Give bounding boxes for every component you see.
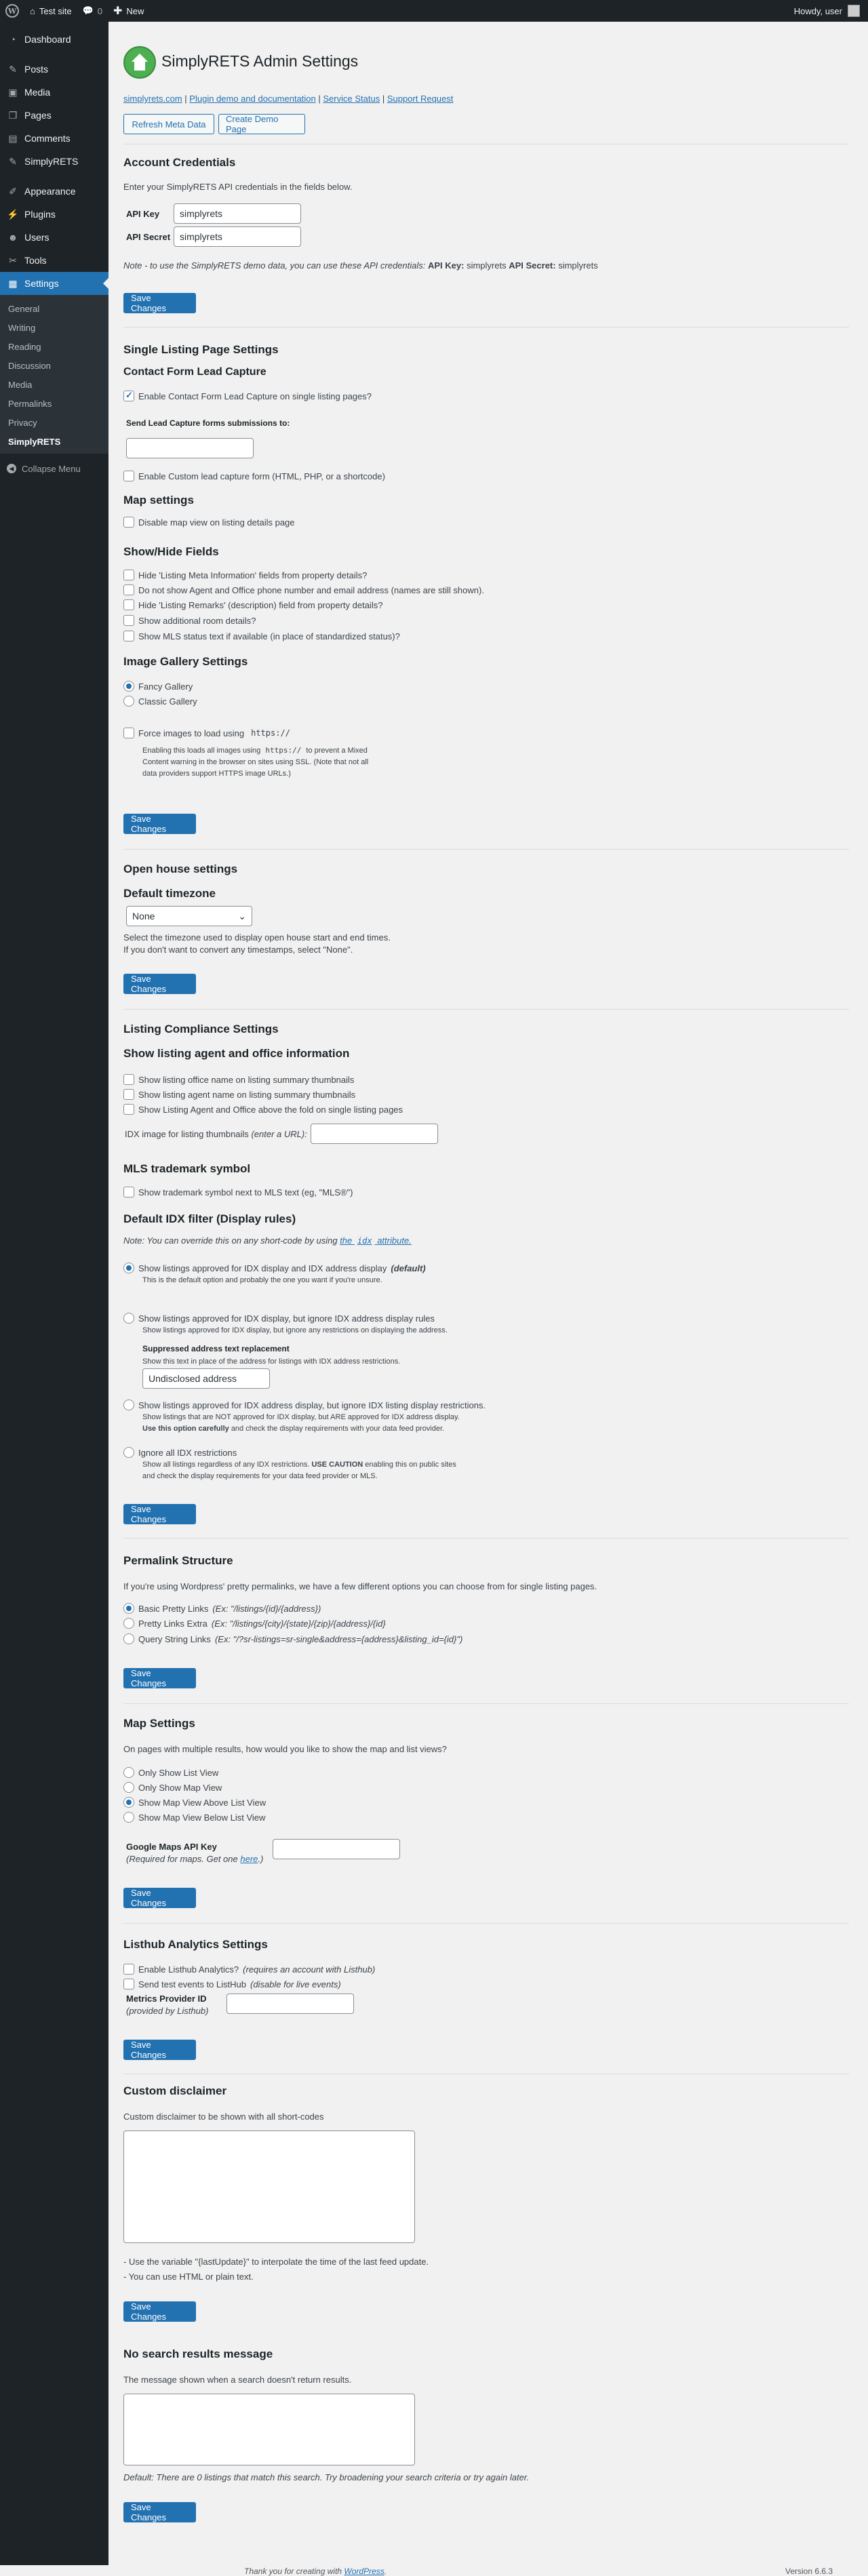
option-label: Basic Pretty Links [138, 1603, 209, 1614]
new-content-menu[interactable] [108, 0, 149, 22]
credentials-note [123, 260, 598, 271]
sidebar-item-dashboard[interactable] [0, 28, 108, 51]
idx-note [123, 1235, 412, 1246]
sidebar-item-label: Dashboard [24, 34, 71, 45]
api-secret-label: API Secret [126, 232, 171, 242]
howdy-text: Howdy, user [793, 5, 842, 16]
collapse-arrow-icon: ◀ [7, 464, 16, 473]
send-to-label: Send Lead Capture forms submissions to: [126, 418, 290, 428]
map-intro: On pages with multiple results, how would you like to show the map and list views? [123, 1744, 447, 1754]
option-label: Fancy Gallery [138, 681, 193, 692]
option-label: Force images to load using [138, 728, 245, 738]
open-house-heading: Open house settings [123, 863, 238, 875]
fancy-gallery-option[interactable] [123, 681, 193, 692]
option-label: Send test events to ListHub [138, 1979, 246, 1989]
help-text: Show all listings regardless of any IDX restrictions. [142, 1461, 310, 1469]
simplyrets-logo [123, 46, 156, 79]
refresh-meta-button[interactable]: Refresh Meta Data [123, 114, 214, 134]
showhide-option[interactable] [123, 615, 256, 626]
divider [123, 1703, 849, 1704]
sidebar-item-settings[interactable] [0, 272, 108, 295]
comments-icon: ▤ [8, 132, 18, 144]
permalink-heading: Permalink Structure [123, 1554, 233, 1567]
idx-option-2[interactable] [123, 1313, 435, 1324]
option-hint: (requires an account with Listhub) [243, 1964, 376, 1975]
comment-icon: 💬 [82, 5, 94, 16]
map-radio[interactable] [123, 1797, 134, 1808]
permalink-radio[interactable] [123, 1603, 134, 1614]
idx-option-1[interactable] [123, 1263, 426, 1273]
save-button[interactable]: Save Changes [123, 1504, 196, 1524]
save-button[interactable]: Save Changes [123, 2040, 196, 2060]
collapse-label: Collapse Menu [22, 463, 81, 474]
save-button[interactable]: Save Changes [123, 1888, 196, 1908]
help-text: and check the display requirements for your data feed provider or MLS. [142, 1472, 378, 1480]
header-links: simplyrets.com | Plugin demo and documentation | Service Status | Support Request [123, 94, 454, 104]
disable-map-option[interactable] [123, 517, 295, 528]
option-label: Enable Contact Form Lead Capture on single listing pages? [138, 391, 372, 401]
classic-gallery-radio[interactable] [123, 696, 134, 707]
sidebar-item-comments[interactable] [0, 127, 108, 150]
wordpress-link[interactable]: WordPress [344, 2567, 384, 2576]
map-heading: Map Settings [123, 1717, 195, 1730]
help-emphasis: Use this option carefully [142, 1425, 229, 1433]
option-label: Show MLS status text if available (in place of standardized status)? [138, 631, 400, 641]
hint-text: (Required for maps. Get one [126, 1854, 238, 1864]
classic-gallery-option[interactable] [123, 696, 197, 707]
help-text: Select the timezone used to display open house start and end times. [123, 932, 391, 943]
option-label: Query String Links [138, 1633, 211, 1644]
option-label: Classic Gallery [138, 696, 197, 707]
timezone-select[interactable] [126, 906, 252, 926]
no-results-heading: No search results message [123, 2347, 273, 2360]
listhub-heading: Listhub Analytics Settings [123, 1938, 268, 1951]
note-text: Note: You can override this on any short-code by using [123, 1235, 338, 1246]
link-simplyrets[interactable]: simplyrets.com [123, 94, 182, 104]
idx-option-3-help [142, 1412, 460, 1435]
option-label: Show Listing Agent and Office above the fold on single listing pages [138, 1104, 403, 1115]
option-label: Show trademark symbol next to MLS text (eg, "MLS®") [138, 1187, 353, 1197]
comments-menu[interactable] [77, 0, 108, 22]
gmaps-label: Google Maps API Key [126, 1842, 217, 1852]
permalink-radio[interactable] [123, 1633, 134, 1644]
settings-icon: ▦ [8, 277, 18, 289]
sidebar-item-users[interactable] [0, 226, 108, 249]
compliance-checkbox[interactable] [123, 1104, 134, 1115]
site-name: Test site [39, 5, 72, 16]
idx-image-label [125, 1129, 307, 1139]
https-code: https:// [262, 745, 304, 756]
no-results-default: Default: There are 0 listings that match this search. Try broadening your search criteria or try again later. [123, 2472, 530, 2482]
api-secret-input[interactable]: simplyrets [174, 226, 301, 247]
metrics-provider-input[interactable] [226, 1994, 354, 2014]
metrics-hint: (provided by Listhub) [126, 2006, 209, 2016]
permalink-option-query[interactable] [123, 1633, 462, 1644]
admin-bar [0, 0, 868, 22]
sidebar-item-media[interactable] [0, 81, 108, 104]
enable-lead-option[interactable] [123, 391, 372, 401]
plugin-icon: ⚡ [7, 208, 19, 220]
divider [123, 849, 849, 850]
permalink-radio[interactable] [123, 1618, 134, 1629]
note-secret-label: API Secret: [509, 260, 556, 271]
collapse-menu-button[interactable] [0, 456, 108, 481]
timezone-help [123, 932, 391, 956]
label-hint: (enter a URL): [251, 1129, 307, 1139]
lead-capture-heading: Contact Form Lead Capture [123, 366, 267, 378]
submenu-permalinks[interactable]: Permalinks [8, 398, 52, 409]
option-example: (Ex: "/listings/{id}/{address}) [212, 1603, 321, 1614]
idx-radio-3[interactable] [123, 1400, 134, 1410]
footer-version: Version 6.6.3 [785, 2567, 833, 2576]
showhide-checkbox[interactable] [123, 631, 134, 641]
users-icon: ☻ [7, 232, 18, 243]
mls-heading: MLS trademark symbol [123, 1162, 251, 1175]
option-label: Disable map view on listing details page [138, 517, 295, 528]
footer-text: . [384, 2567, 387, 2576]
main-content [123, 22, 849, 2576]
disclaimer-note-2: - You can use HTML or plain text. [123, 2272, 254, 2282]
note-secret-value: simplyrets [558, 260, 598, 271]
compliance-option[interactable] [123, 1104, 403, 1115]
site-name-menu[interactable] [24, 0, 77, 22]
link-plugin-demo[interactable]: Plugin demo and documentation [189, 94, 316, 104]
comments-count: 0 [97, 5, 102, 16]
help-text: Enabling this loads all images using [142, 747, 261, 755]
showhide-option[interactable] [123, 584, 484, 595]
media-icon: ▣ [8, 86, 18, 98]
listhub-enable-option[interactable] [123, 1964, 375, 1975]
pages-icon: ❐ [8, 109, 18, 121]
disclaimer-intro: Custom disclaimer to be shown with all short-codes [123, 2112, 324, 2122]
showhide-heading: Show/Hide Fields [123, 545, 219, 558]
permalink-intro: If you're using Wordpress' pretty permalinks, we have a few different options you can choose from for single listing pages. [123, 1581, 597, 1591]
divider [123, 1538, 849, 1539]
https-code: https:// [248, 727, 293, 739]
idx-radio-2[interactable] [123, 1313, 134, 1324]
submenu-writing[interactable]: Writing [8, 322, 36, 333]
sidebar-item-label: Settings [24, 278, 59, 289]
listhub-enable-checkbox[interactable] [123, 1964, 134, 1975]
option-label: Pretty Links Extra [138, 1618, 208, 1629]
sidebar-item-tools[interactable] [0, 249, 108, 272]
force-https-option[interactable] [123, 727, 293, 739]
sidebar-item-simplyrets[interactable] [0, 150, 108, 173]
no-results-textarea[interactable] [123, 2394, 415, 2465]
listhub-test-checkbox[interactable] [123, 1979, 134, 1989]
credentials-intro: Enter your SimplyRETS API credentials in the fields below. [123, 182, 353, 192]
map-option[interactable] [123, 1782, 222, 1793]
save-button[interactable]: Save Changes [123, 293, 196, 313]
map-radio[interactable] [123, 1812, 134, 1823]
showhide-option[interactable] [123, 570, 367, 580]
wordpress-logo-icon: W [5, 4, 19, 18]
divider [123, 1923, 849, 1924]
option-label: Only Show Map View [138, 1782, 222, 1793]
submenu-discussion[interactable]: Discussion [8, 360, 51, 371]
gmaps-api-key-input[interactable] [273, 1839, 400, 1859]
avatar [848, 5, 860, 17]
map-radio[interactable] [123, 1767, 134, 1778]
option-label: Show listings approved for IDX address display, but ignore IDX listing display restrictions. [138, 1400, 486, 1410]
idx-option-3[interactable] [123, 1400, 486, 1410]
note-prefix: Note - to use the SimplyRETS demo data, you can use these API credentials: [123, 260, 426, 271]
help-text: to prevent a Mixed [306, 747, 368, 755]
metrics-label: Metrics Provider ID [126, 1994, 207, 2004]
option-label: Only Show List View [138, 1767, 219, 1778]
page-title: SimplyRETS Admin Settings [161, 52, 359, 70]
https-help [142, 745, 427, 780]
option-label: Show Map View Above List View [138, 1797, 267, 1808]
option-hint: (disable for live events) [250, 1979, 341, 1989]
option-label: Show Map View Below List View [138, 1812, 266, 1823]
settings-submenu [0, 295, 108, 454]
showhide-option[interactable] [123, 631, 400, 641]
help-emphasis: USE CAUTION [311, 1461, 363, 1469]
suppressed-help: Show this text in place of the address for listings with IDX address restrictions. [142, 1358, 401, 1366]
select-value: None [132, 911, 155, 922]
sidebar-item-label: Users [24, 232, 50, 243]
showhide-checkbox[interactable] [123, 584, 134, 595]
option-label: Show listing agent name on listing summary thumbnails [138, 1089, 356, 1100]
divider [123, 1009, 849, 1010]
option-label: Hide 'Listing Remarks' (description) field from property details? [138, 599, 383, 610]
submenu-media[interactable]: Media [8, 379, 33, 390]
option-label: Ignore all IDX restrictions [138, 1447, 237, 1458]
showhide-option[interactable] [123, 599, 382, 610]
sidebar-item-label: Media [24, 87, 51, 98]
enable-lead-checkbox[interactable] [123, 391, 134, 401]
idx-option-2-help: Show listings approved for IDX display, but ignore any restrictions on displaying the address. [142, 1326, 448, 1334]
help-text: enabling this on public sites [365, 1461, 456, 1469]
footer-text: Thank you for creating with [244, 2567, 342, 2576]
compliance-option[interactable] [123, 1089, 355, 1100]
link-text: the [340, 1235, 353, 1246]
note-key-label: API Key: [427, 260, 465, 271]
suppressed-address-input[interactable]: Undisclosed address [142, 1368, 270, 1389]
disclaimer-note-1: - Use the variable "{lastUpdate}" to interpolate the time of the last feed update. [123, 2257, 429, 2267]
sidebar-item-label: SimplyRETS [24, 156, 79, 167]
timezone-heading: Default timezone [123, 887, 216, 900]
map-option[interactable] [123, 1812, 265, 1823]
hint-text: .) [258, 1854, 264, 1864]
option-label: Enable Custom lead capture form (HTML, PHP, or a shortcode) [138, 471, 385, 481]
help-text: data providers support HTTPS image URLs.) [142, 770, 291, 778]
sidebar-item-posts[interactable] [0, 58, 108, 81]
idx-image-input[interactable] [311, 1124, 438, 1144]
map-option[interactable] [123, 1767, 218, 1778]
sidebar-item-label: Appearance [24, 186, 76, 197]
disclaimer-heading: Custom disclaimer [123, 2084, 227, 2097]
mls-trademark-option[interactable] [123, 1187, 353, 1197]
help-text: Content warning in the browser on sites using SSL. (Note that not all [142, 758, 369, 766]
option-label: Show listing office name on listing summary thumbnails [138, 1074, 355, 1085]
sidebar-item-plugins[interactable] [0, 203, 108, 226]
showhide-checkbox[interactable] [123, 599, 134, 610]
chevron-down-icon: ⌄ [238, 910, 246, 922]
force-https-checkbox[interactable] [123, 728, 134, 738]
suppressed-label: Suppressed address text replacement [142, 1344, 290, 1353]
option-label: Show additional room details? [138, 615, 256, 626]
pin-icon: ✎ [9, 155, 17, 167]
sidebar-item-label: Comments [24, 133, 71, 144]
link-service-status[interactable]: Service Status [323, 94, 380, 104]
gmaps-here-link[interactable]: here [240, 1854, 258, 1864]
tools-icon: ✂ [9, 254, 17, 266]
sidebar-item-label: Posts [24, 64, 49, 75]
option-label: Hide 'Listing Meta Information' fields from property details? [138, 570, 368, 580]
my-account-menu[interactable] [794, 5, 868, 17]
idx-option-4-help [142, 1459, 456, 1482]
create-demo-button[interactable]: Create Demo Page [218, 114, 305, 134]
footer-thanks [244, 2567, 387, 2576]
disclaimer-textarea[interactable] [123, 2131, 415, 2243]
help-text: and check the display requirements with your data feed provider. [231, 1425, 445, 1433]
help-text: If you don't want to convert any timestamps, select "None". [123, 945, 353, 955]
compliance-heading: Listing Compliance Settings [123, 1023, 279, 1035]
wp-logo-menu[interactable] [0, 0, 24, 22]
save-button[interactable]: Save Changes [123, 814, 196, 834]
sidebar-item-appearance[interactable] [0, 180, 108, 203]
save-button[interactable]: Save Changes [123, 2502, 196, 2522]
mls-trademark-checkbox[interactable] [123, 1187, 134, 1197]
option-example: (Ex: "/listings/{city}/{state}/{zip}/{address}/{id} [211, 1618, 386, 1629]
compliance-checkbox[interactable] [123, 1074, 134, 1085]
idx-radio-4[interactable] [123, 1447, 134, 1458]
showhide-checkbox[interactable] [123, 570, 134, 580]
idx-filter-heading: Default IDX filter (Display rules) [123, 1212, 296, 1225]
link-text: attribute. [377, 1235, 412, 1246]
map-settings-heading: Map settings [123, 494, 194, 507]
submenu-privacy[interactable]: Privacy [8, 417, 37, 428]
help-text: Show listings that are NOT approved for IDX display, but ARE approved for IDX address display. [142, 1413, 460, 1421]
sidebar-item-label: Pages [24, 110, 52, 121]
api-key-label: API Key [126, 209, 160, 219]
permalink-option-basic[interactable] [123, 1603, 321, 1614]
permalink-option-extra[interactable] [123, 1618, 386, 1629]
single-listing-heading: Single Listing Page Settings [123, 343, 279, 356]
option-label: Enable Listhub Analytics? [138, 1964, 239, 1975]
save-button[interactable]: Save Changes [123, 1668, 196, 1688]
disable-map-checkbox[interactable] [123, 517, 134, 528]
pin-icon: ✎ [9, 63, 17, 75]
idx-option-1-help: This is the default option and probably the one you want if you're unsure. [142, 1276, 382, 1284]
showhide-checkbox[interactable] [123, 615, 134, 626]
gmaps-hint [126, 1854, 263, 1864]
save-button[interactable]: Save Changes [123, 974, 196, 994]
brush-icon: ✐ [9, 185, 17, 197]
credentials-heading: Account Credentials [123, 156, 236, 169]
no-results-intro: The message shown when a search doesn't return results. [123, 2375, 352, 2385]
map-radio[interactable] [123, 1782, 134, 1793]
option-label: Show listings approved for IDX display, but ignore IDX address display rules [138, 1313, 435, 1324]
admin-sidebar [0, 22, 108, 2565]
label-text: IDX image for listing thumbnails [125, 1129, 249, 1139]
custom-form-option[interactable] [123, 471, 385, 481]
agent-info-heading: Show listing agent and office information [123, 1047, 350, 1060]
compliance-option[interactable] [123, 1074, 354, 1085]
api-key-input[interactable]: simplyrets [174, 203, 301, 224]
option-label: Do not show Agent and Office phone number and email address (names are still shown). [138, 584, 484, 595]
submenu-simplyrets[interactable]: SimplyRETS [8, 436, 61, 447]
home-icon: ⌂ [30, 5, 35, 16]
gallery-heading: Image Gallery Settings [123, 655, 248, 668]
sidebar-item-label: Plugins [24, 209, 56, 220]
option-label: Show listings approved for IDX display and IDX address display [138, 1263, 387, 1273]
compliance-checkbox[interactable] [123, 1089, 134, 1100]
fancy-gallery-radio[interactable] [123, 681, 134, 692]
note-key-value: simplyrets [467, 260, 507, 271]
listhub-test-option[interactable] [123, 1979, 341, 1989]
sidebar-item-label: Tools [24, 255, 47, 266]
submenu-general[interactable]: General [8, 303, 40, 314]
idx-code: idx [355, 1235, 375, 1247]
link-support-request[interactable]: Support Request [387, 94, 454, 104]
submenu-reading[interactable]: Reading [8, 341, 41, 352]
idx-radio-1[interactable] [123, 1263, 134, 1273]
send-to-input[interactable] [126, 438, 254, 458]
idx-option-4[interactable] [123, 1447, 237, 1458]
save-button[interactable]: Save Changes [123, 2301, 196, 2322]
map-option[interactable] [123, 1797, 266, 1808]
sidebar-item-pages[interactable] [0, 104, 108, 127]
custom-form-checkbox[interactable] [123, 471, 134, 481]
new-label: New [126, 5, 144, 16]
option-emphasis: (default) [391, 1263, 426, 1273]
idx-attribute-link[interactable] [340, 1235, 412, 1246]
divider [123, 327, 849, 328]
option-example: (Ex: "/?sr-listings=sr-single&address={address}&listing_id={id}") [214, 1633, 463, 1644]
plus-icon: ✚ [113, 5, 123, 17]
dashboard-icon: ◔ [9, 34, 16, 45]
